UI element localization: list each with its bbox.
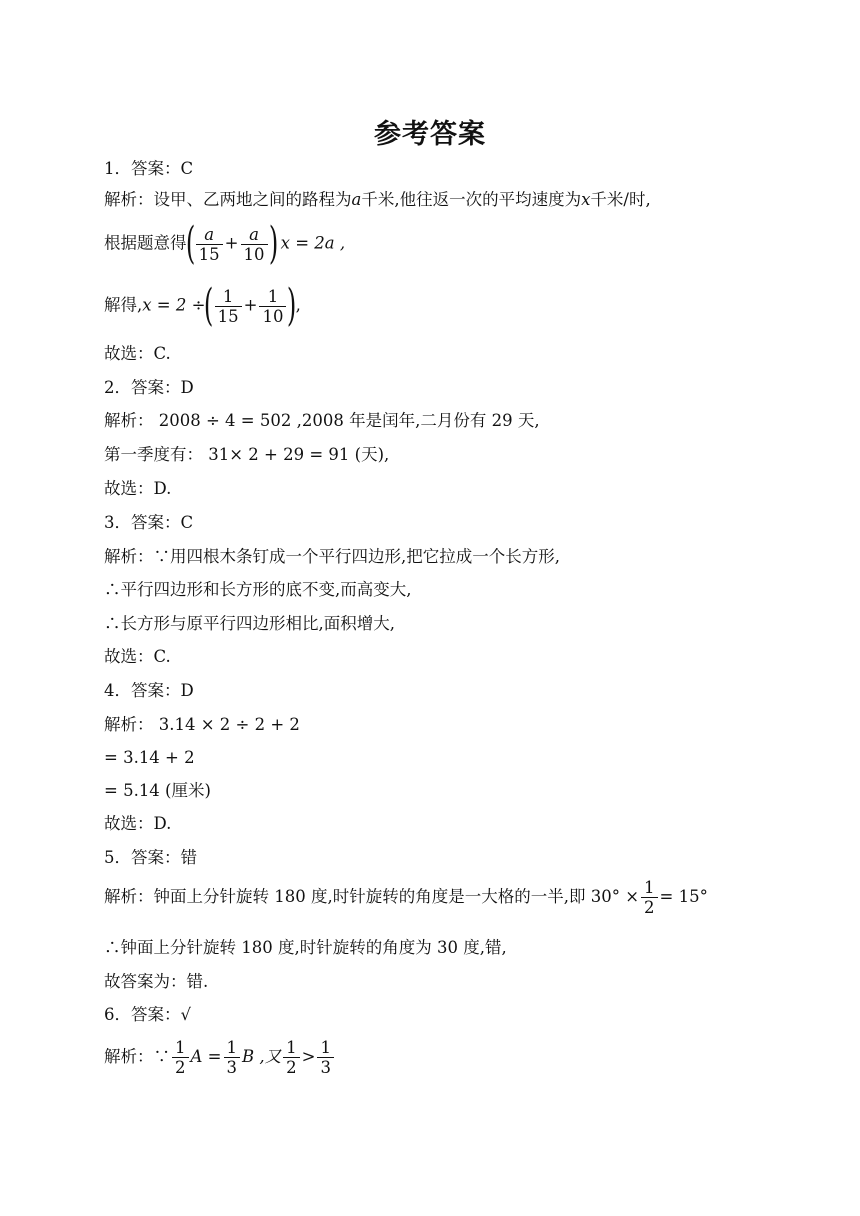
fraction: $\frac{a}{15}$: [196, 225, 223, 264]
answer-6-explanation-line-1: 解析：∵ $\frac{1}{2}$ A = $\frac{1}{3}$ B ,又 $\frac{1}{2}$ > $\frac{1}{3}$: [104, 1038, 336, 1077]
answer-1-equation: 根据题意得( $\frac{a}{15}$ + $\frac{a}{10}$ ) x = 2a ,: [104, 218, 346, 269]
answer-3-explanation-line-2: ∴平行四边形和长方形的底不变,而高变大,: [104, 580, 412, 599]
answer-4-choice: 故选：D.: [104, 814, 172, 833]
answer-5-explanation-line-1: 解析：钟面上分针旋转 180 度,时针旋转的角度是一大格的一半,即 30° × $\frac{1}{2}$ = 15°: [104, 878, 708, 917]
answer-3-header: 3．答案：C: [104, 513, 194, 532]
answer-2-explanation-line-2: 第一季度有： 31× 2 + 29 = 91 (天),: [104, 445, 390, 464]
answer-5-conclusion: 故答案为：错.: [104, 972, 209, 991]
answer-4-explanation-line-1: 解析： 3.14 × 2 ÷ 2 + 2: [104, 715, 300, 734]
fraction: $\frac{1}{2}$: [283, 1038, 300, 1077]
answer-3-explanation-line-1: 解析：∵用四根木条钉成一个平行四边形,把它拉成一个长方形,: [104, 547, 560, 566]
answer-4-header: 4．答案：D: [104, 681, 194, 700]
answer-1-header: 1．答案：C: [104, 159, 194, 178]
answer-1-solution: 解得,x = 2 ÷( $\frac{1}{15}$ + $\frac{1}{10}$ ),: [104, 280, 301, 331]
answer-5-header: 5．答案：错: [104, 848, 197, 867]
answer-3-choice: 故选：C.: [104, 647, 171, 666]
answer-1-explanation-line-1: 解析：设甲、乙两地之间的路程为a千米,他往返一次的平均速度为x千米/时,: [104, 190, 651, 209]
answer-4-explanation-line-3: = 5.14 (厘米): [104, 781, 211, 800]
answer-2-choice: 故选：D.: [104, 479, 172, 498]
fraction: $\frac{1}{15}$: [215, 287, 242, 326]
answer-2-header: 2．答案：D: [104, 378, 194, 397]
fraction: $\frac{1}{2}$: [641, 878, 658, 917]
fraction: $\frac{1}{3}$: [317, 1038, 334, 1077]
answer-3-explanation-line-3: ∴长方形与原平行四边形相比,面积增大,: [104, 614, 395, 633]
answer-5-explanation-line-2: ∴钟面上分针旋转 180 度,时针旋转的角度为 30 度,错,: [104, 938, 507, 957]
fraction: $\frac{1}{10}$: [259, 287, 286, 326]
fraction: $\frac{1}{3}$: [224, 1038, 241, 1077]
answer-1-choice: 故选：C.: [104, 344, 171, 363]
answer-6-header: 6．答案：√: [104, 1005, 192, 1024]
fraction: $\frac{a}{10}$: [241, 225, 268, 264]
fraction: $\frac{1}{2}$: [172, 1038, 189, 1077]
page-title: 参考答案: [374, 119, 486, 150]
answer-2-explanation-line-1: 解析： 2008 ÷ 4 = 502 ,2008 年是闰年,二月份有 29 天,: [104, 411, 540, 430]
answer-4-explanation-line-2: = 3.14 + 2: [104, 748, 195, 767]
